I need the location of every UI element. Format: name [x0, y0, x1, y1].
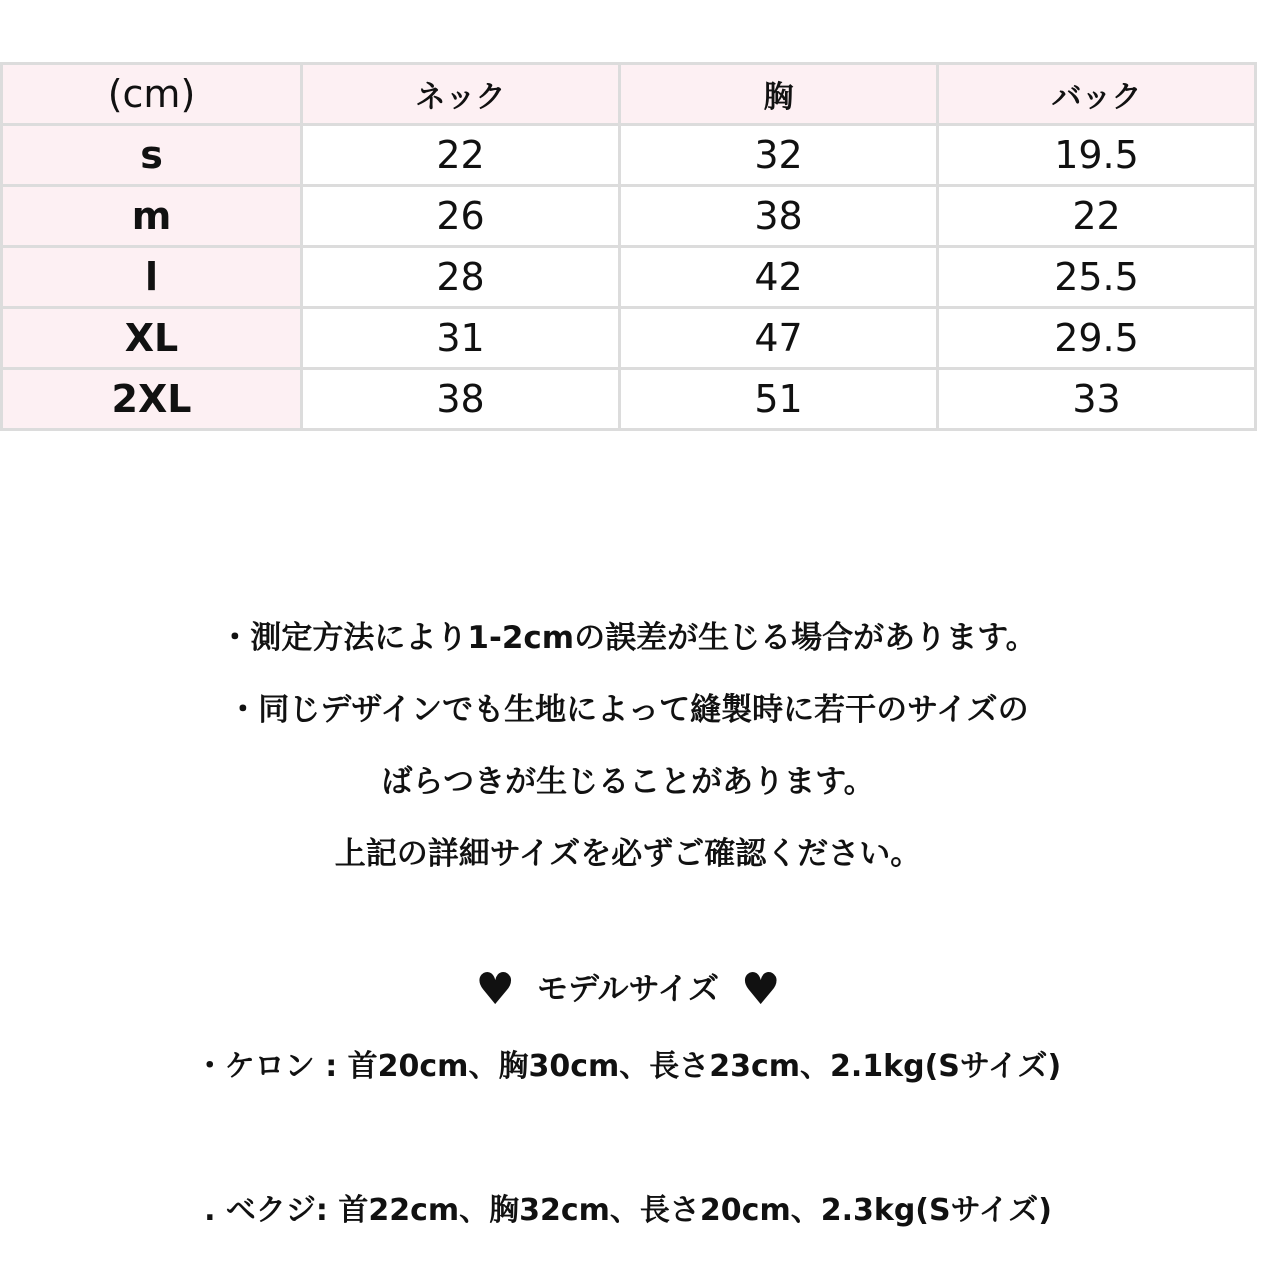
- column-header-neck: ネック: [302, 64, 620, 125]
- model-info-keron: ・ケロン : 首20cm、胸30cm、長さ23cm、2.1kg(Sサイズ): [194, 1049, 1062, 1084]
- size-label: XL: [2, 308, 302, 369]
- back-value: 22: [938, 186, 1256, 247]
- model-info-bekuji: . ベクジ: 首22cm、胸32cm、長さ20cm、2.3kg(Sサイズ): [204, 1193, 1052, 1228]
- table-row: [2, 125, 1256, 186]
- neck-value: 28: [302, 247, 620, 308]
- chest-value: 32: [620, 125, 938, 186]
- note-fabric-variation-cont: ばらつきが生じることがあります。: [381, 764, 875, 800]
- neck-value: 38: [302, 369, 620, 430]
- table-header-row: [2, 64, 1256, 125]
- note-fabric-variation: ・同じデザインでも生地によって縫製時に若干のサイズの: [227, 692, 1029, 728]
- back-value: 19.5: [938, 125, 1256, 186]
- table-row: [2, 308, 1256, 369]
- size-label: s: [2, 125, 302, 186]
- size-chart-table: [0, 62, 1257, 431]
- column-header-chest: 胸: [620, 64, 938, 125]
- size-label: l: [2, 247, 302, 308]
- back-value: 29.5: [938, 308, 1256, 369]
- back-value: 25.5: [938, 247, 1256, 308]
- chest-value: 42: [620, 247, 938, 308]
- model-size-title: モデルサイズ: [537, 971, 719, 1008]
- table-row: [2, 369, 1256, 430]
- note-measurement-error: ・測定方法により1-2cmの誤差が生じる場合があります。: [219, 620, 1037, 656]
- note-check-size: 上記の詳細サイズを必ずご確認ください。: [334, 836, 922, 872]
- heart-icon: ♥: [475, 963, 515, 1015]
- column-header-back: バック: [938, 64, 1256, 125]
- size-label: 2XL: [2, 369, 302, 430]
- back-value: 33: [938, 369, 1256, 430]
- model-size-heading: [0, 958, 1256, 1020]
- neck-value: 22: [302, 125, 620, 186]
- chest-value: 38: [620, 186, 938, 247]
- table-row: [2, 247, 1256, 308]
- neck-value: 31: [302, 308, 620, 369]
- size-label: m: [2, 186, 302, 247]
- table-row: [2, 186, 1256, 247]
- unit-label: (cm): [2, 64, 302, 125]
- chest-value: 51: [620, 369, 938, 430]
- neck-value: 26: [302, 186, 620, 247]
- chest-value: 47: [620, 308, 938, 369]
- measurement-notes: [0, 602, 1256, 890]
- heart-icon: ♥: [740, 963, 781, 1015]
